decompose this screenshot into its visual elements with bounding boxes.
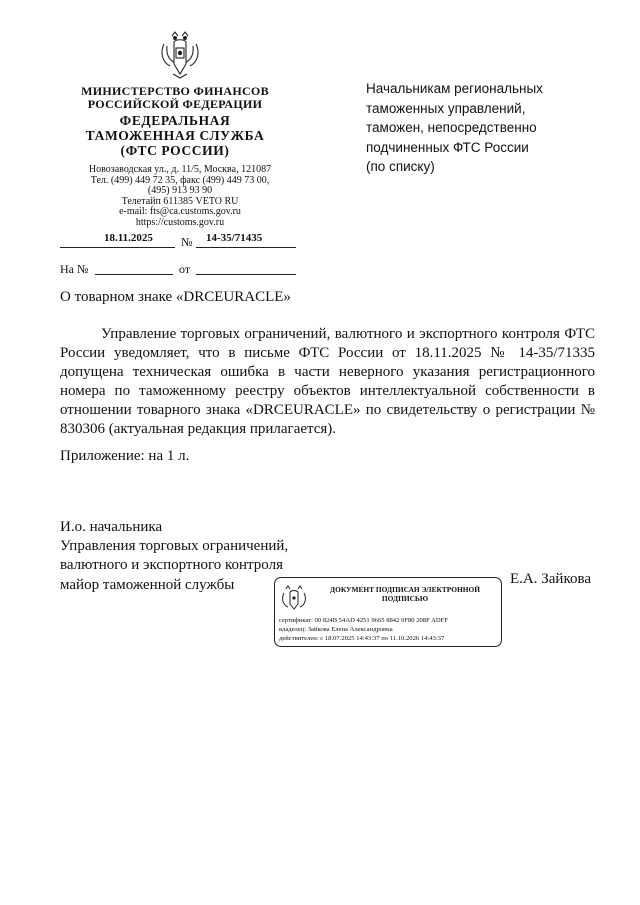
address-line: https://customs.gov.ru (135, 216, 225, 228)
service-line-2: ТАМОЖЕННАЯ СЛУЖБА (85, 128, 265, 143)
recipient-line: (по списку) (366, 159, 435, 174)
stamp-title-line-1: ДОКУМЕНТ ПОДПИСАН ЭЛЕКТРОННОЙ (330, 585, 480, 594)
stamp-owner: владелец: Зайкова Елена Александровна (279, 626, 393, 633)
stamp-title (313, 585, 497, 603)
address-line: Телетайп 611385 VETO RU (121, 195, 239, 207)
number-sign: № (181, 235, 193, 249)
address-line: (495) 913 93 90 (147, 185, 213, 197)
ministry-name (60, 85, 290, 111)
signatory-line: И.о. начальника (60, 519, 163, 535)
ministry-line-1: МИНИСТЕРСТВО ФИНАНСОВ (81, 84, 269, 98)
service-name (60, 113, 290, 158)
number-underline (196, 247, 296, 248)
subject-line: О товарном знаке «DRCEURACLE» (60, 289, 291, 305)
ministry-line-2: РОССИЙСКОЙ ФЕДЕРАЦИИ (87, 97, 263, 111)
body-paragraph: Управление торговых ограничений, валютного и экспортного контроля ФТС России уведомляет, что в письме ФТС России от 18.11.2025 № 14-35/71335 допущена техническая ошибка в части неверного указания регистрационного номера по таможенному реестру объектов интеллектуальной собственности в отношении товарного знака «DRCEURACLE» по свидетельству о регистрации № 830306 (актуальная редакция прилагается). (60, 326, 595, 437)
signatory-line: валютного и экспортного контроля (60, 557, 283, 574)
from-label: от (179, 262, 191, 276)
signatory-name: Е.А. Зайкова (510, 571, 592, 587)
signature-seal-icon (279, 583, 309, 613)
stamp-certificate: сертификат: 00 824B 54AD 4251 9665 8842 9F80 208F ADFF (279, 617, 448, 624)
reply-number-underline (95, 274, 173, 275)
recipient-line: таможенных управлений, (366, 100, 526, 116)
address-line: e-mail: fts@ca.customs.gov.ru (119, 206, 241, 218)
recipient-block (366, 79, 596, 177)
service-line-3: (ФТС РОССИИ) (120, 143, 230, 158)
signatory-line: майор таможенной службы (60, 576, 235, 593)
signatory-line: Управления торговых ограничений, (60, 538, 289, 555)
electronic-signature-stamp (274, 577, 502, 647)
stamp-validity: действителен: с 18.07.2025 14:43:37 по 11.10.2026 14:43:37 (279, 635, 445, 642)
contact-address (60, 165, 300, 229)
registration-date: 18.11.2025 (104, 232, 153, 244)
recipient-line: Начальникам региональных (366, 81, 543, 96)
recipient-line: таможен, непосредственно (366, 120, 537, 135)
reply-date-underline (196, 274, 296, 275)
registration-number: 14-35/71435 (206, 232, 263, 244)
service-line-1: ФЕДЕРАЛЬНАЯ (119, 113, 231, 128)
address-line: Тел. (499) 449 72 35, факс (499) 449 73 00, (90, 174, 270, 186)
coat-of-arms-emblem (158, 30, 202, 82)
date-underline (60, 247, 175, 248)
reply-label: На № (60, 262, 89, 276)
stamp-title-line-2: ПОДПИСЬЮ (381, 594, 429, 603)
stamp-details (279, 616, 448, 643)
letter-body (60, 325, 595, 439)
signatory-title (60, 518, 288, 595)
recipient-line: подчиненных ФТС России (366, 139, 529, 155)
attachment-note: Приложение: на 1 л. (60, 448, 190, 464)
address-line: Новозаводская ул., д. 11/5, Москва, 121087 (88, 164, 272, 175)
